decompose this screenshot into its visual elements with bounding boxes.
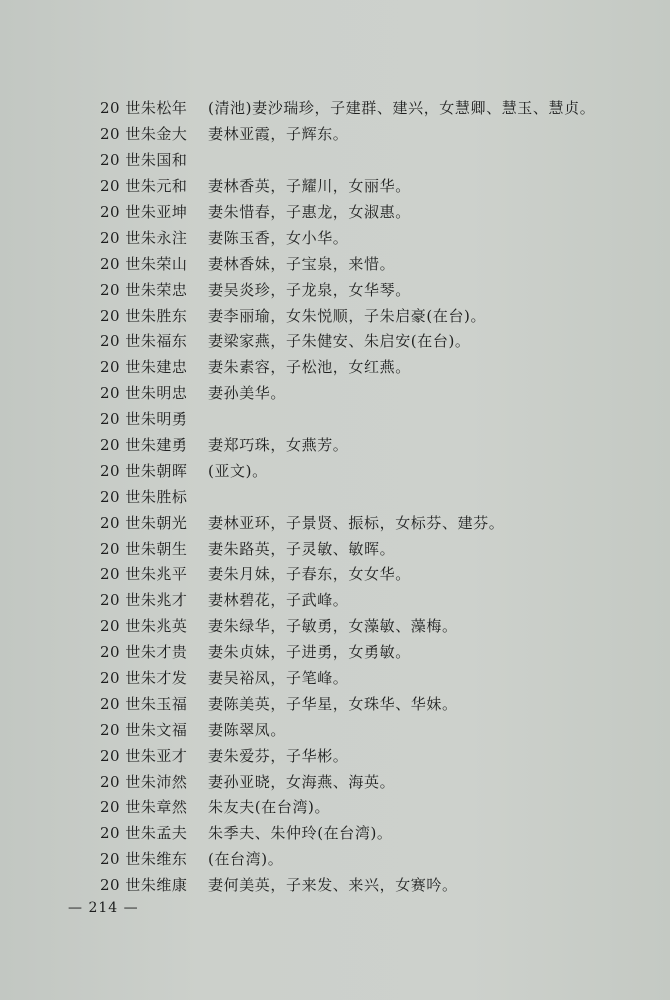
entry-family-detail: 妻陈翠凤。 <box>208 720 287 739</box>
entry-family-detail: 朱季夫、朱仲玲(在台湾)。 <box>208 824 393 843</box>
entry-family-detail: 妻陈美英，子华星，女珠华、华妹。 <box>208 694 458 713</box>
entry-person-name: 20 世朱朝光 <box>100 513 188 532</box>
entry-person-name: 20 世朱胜标 <box>100 487 188 506</box>
genealogy-entry <box>100 224 640 250</box>
entry-family-detail: 妻孙亚晓，女海燕、海英。 <box>208 772 396 791</box>
entry-family-detail: (亚文)。 <box>208 461 268 480</box>
entry-family-detail: 妻林亚霞，子辉东。 <box>208 125 349 144</box>
entry-family-detail: 妻朱月妹，子春东，女女华。 <box>208 565 411 584</box>
genealogy-entry <box>100 173 640 199</box>
entry-person-name: 20 世朱兆英 <box>100 617 188 636</box>
entry-family-detail: 妻吴炎珍，子龙泉，女华琴。 <box>208 280 411 299</box>
entry-person-name: 20 世朱荣山 <box>100 254 188 273</box>
entry-person-name: 20 世朱明忠 <box>100 384 188 403</box>
entry-family-detail: (在台湾)。 <box>208 850 284 869</box>
entry-person-name: 20 世朱沛然 <box>100 772 188 791</box>
genealogy-entry <box>100 587 640 613</box>
entry-person-name: 20 世朱国和 <box>100 151 188 170</box>
genealogy-entry <box>100 302 640 328</box>
entry-person-name: 20 世朱建忠 <box>100 358 188 377</box>
genealogy-entry <box>100 690 640 716</box>
genealogy-entry <box>100 535 640 561</box>
genealogy-entry <box>100 406 640 432</box>
genealogy-entry <box>100 147 640 173</box>
genealogy-entry <box>100 613 640 639</box>
genealogy-entry <box>100 509 640 535</box>
genealogy-entry <box>100 561 640 587</box>
entry-family-detail: 妻何美英，子来发、来兴，女赛吟。 <box>208 876 458 895</box>
entry-person-name: 20 世朱兆平 <box>100 565 188 584</box>
genealogy-entry <box>100 820 640 846</box>
entry-family-detail: 妻郑巧珠，女燕芳。 <box>208 436 349 455</box>
entry-person-name: 20 世朱福东 <box>100 332 188 351</box>
entry-person-name: 20 世朱维东 <box>100 850 188 869</box>
entry-person-name: 20 世朱胜东 <box>100 306 188 325</box>
entry-person-name: 20 世朱亚才 <box>100 746 188 765</box>
entry-family-detail: 妻梁家燕，子朱健安、朱启安(在台)。 <box>208 332 471 351</box>
genealogy-entry <box>100 432 640 458</box>
entry-family-detail: 妻林香英，子耀川，女丽华。 <box>208 177 411 196</box>
genealogy-entry <box>100 250 640 276</box>
entry-person-name: 20 世朱朝晖 <box>100 461 188 480</box>
genealogy-entry <box>100 276 640 302</box>
genealogy-entry <box>100 121 640 147</box>
entry-person-name: 20 世朱维康 <box>100 876 188 895</box>
entry-family-detail: 妻林亚环，子景贤、振标，女标芬、建芬。 <box>208 513 505 532</box>
entry-person-name: 20 世朱章然 <box>100 798 188 817</box>
entry-person-name: 20 世朱兆才 <box>100 591 188 610</box>
entry-person-name: 20 世朱永注 <box>100 228 188 247</box>
genealogy-entry-list <box>100 95 640 898</box>
entry-person-name: 20 世朱松年 <box>100 99 188 118</box>
genealogy-entry <box>100 846 640 872</box>
entry-family-detail: 妻林香妹，子宝泉，来惜。 <box>208 254 396 273</box>
entry-person-name: 20 世朱亚坤 <box>100 203 188 221</box>
entry-family-detail: 妻林碧花，子武峰。 <box>208 591 349 610</box>
entry-family-detail: 朱友夫(在台湾)。 <box>208 798 331 817</box>
entry-person-name: 20 世朱荣忠 <box>100 280 188 299</box>
entry-person-name: 20 世朱玉福 <box>100 694 188 713</box>
entry-family-detail: 妻孙美华。 <box>208 384 287 403</box>
entry-family-detail: 妻朱绿华，子敏勇，女藻敏、藻梅。 <box>208 617 458 636</box>
genealogy-entry <box>100 768 640 794</box>
entry-person-name: 20 世朱元和 <box>100 177 188 196</box>
entry-person-name: 20 世朱朝生 <box>100 539 188 558</box>
page-number: — 214 — <box>68 900 139 916</box>
entry-person-name: 20 世朱建勇 <box>100 436 188 455</box>
genealogy-entry <box>100 665 640 691</box>
entry-person-name: 20 世朱才贵 <box>100 643 188 662</box>
entry-family-detail: 妻李丽瑜，女朱悦顺，子朱启豪(在台)。 <box>208 306 487 325</box>
genealogy-entry <box>100 199 640 225</box>
entry-person-name: 20 世朱文福 <box>100 720 188 739</box>
entry-family-detail: 妻吴裕凤，子笔峰。 <box>208 669 349 688</box>
genealogy-entry <box>100 380 640 406</box>
entry-family-detail: 妻朱爱芬，子华彬。 <box>208 746 349 765</box>
genealogy-entry <box>100 639 640 665</box>
genealogy-entry <box>100 457 640 483</box>
entry-person-name: 20 世朱金大 <box>100 125 188 144</box>
genealogy-entry <box>100 794 640 820</box>
genealogy-entry <box>100 742 640 768</box>
genealogy-entry <box>100 95 640 121</box>
entry-family-detail: 妻朱路英，子灵敏、敏晖。 <box>208 539 396 558</box>
entry-person-name: 20 世朱孟夫 <box>100 824 188 843</box>
entry-person-name: 20 世朱明勇 <box>100 410 188 429</box>
entry-family-detail: 妻朱贞妹，子进勇，女勇敏。 <box>208 643 411 662</box>
entry-family-detail: 妻朱素容，子松池，女红燕。 <box>208 358 411 377</box>
genealogy-entry <box>100 328 640 354</box>
genealogy-entry <box>100 483 640 509</box>
entry-person-name: 20 世朱才发 <box>100 669 188 688</box>
entry-family-detail: (清池)妻沙瑞珍，子建群、建兴，女慧卿、慧玉、慧贞。 <box>208 99 596 118</box>
genealogy-entry <box>100 716 640 742</box>
entry-family-detail: 妻陈玉香，女小华。 <box>208 228 349 247</box>
genealogy-entry <box>100 354 640 380</box>
genealogy-entry <box>100 872 640 898</box>
entry-family-detail: 妻朱惜春，子惠龙，女淑惠。 <box>208 203 411 221</box>
